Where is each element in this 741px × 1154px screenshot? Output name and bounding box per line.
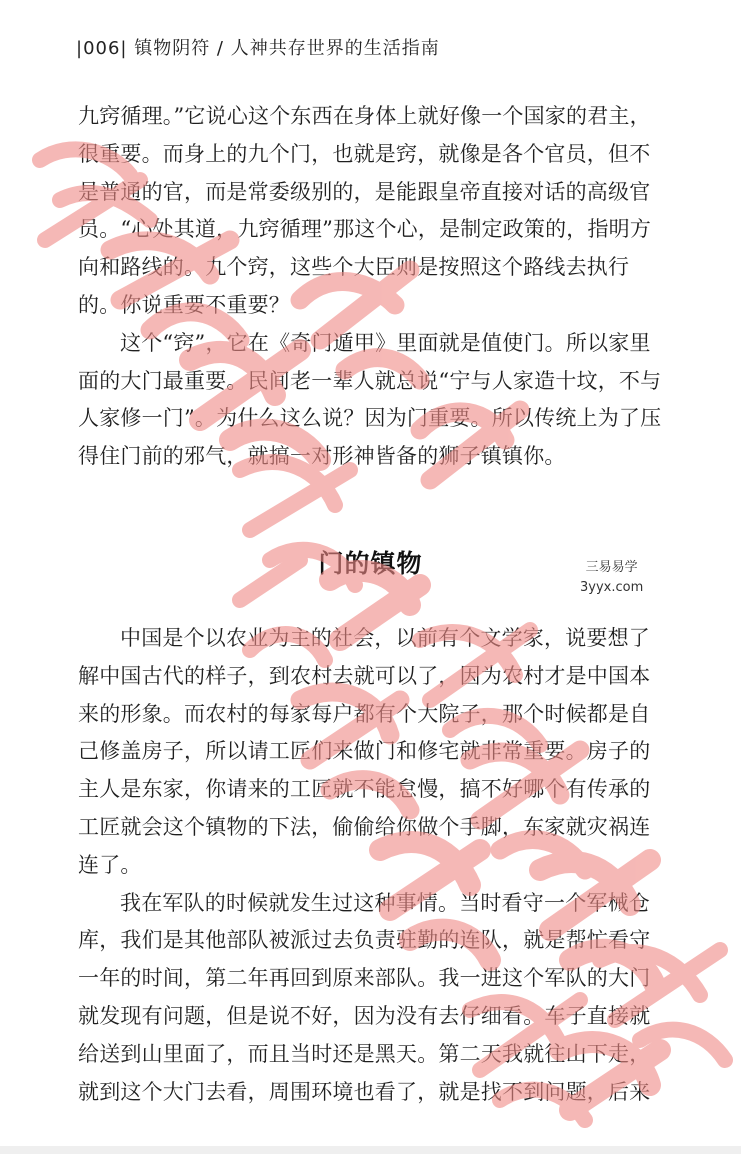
running-head: |006| 镇物阴符 / 人神共存世界的生活指南 xyxy=(76,38,440,59)
bottom-edge-bar xyxy=(0,1146,741,1154)
site-watermark xyxy=(580,558,643,598)
paragraph-continued: 九窍循理。”它说心这个东西在身体上就好像一个国家的君主，很重要。而身上的九个门，也就是窍，就像是各个官员，但不是普通的官，而是常委级别的，是能跟皇帝直接对话的高级官员。“心处其道，九窍循理”那这个心，是制定政策的，指明方向和路线的。九个窍，这些个大臣则是按照这个路线去执行的。你说重要不重要？ xyxy=(78,104,652,317)
text-block-bottom xyxy=(78,620,668,1111)
paragraph: 这个“窍”，它在《奇门遁甲》里面就是值使门。所以家里面的大门最重要。民间老一辈人就总说“宁与人家造十坟，不与人家修一门”。为什么这么说？因为门重要。所以传统上为了压得住门前的邪气，就搞一对形神皆备的狮子镇镇你。 xyxy=(78,330,662,469)
paragraph: 我在军队的时候就发生过这种事情。当时看守一个军械仓库，我们是其他部队被派过去负责驻勤的连队，就是帮忙看守一年的时间，第二年再回到原来部队。我一进这个军队的大门就发现有问题，但是说不好，因为没有去仔细看。车子直接就给送到山里面了，而且当时还是黑天。第二天我就往山下走，就到这个大门去看，周围环境也看了，就是找不到问题，后来 xyxy=(78,890,651,1104)
text-block-top xyxy=(78,98,668,476)
site-watermark-name: 三易易学 xyxy=(585,560,638,575)
site-watermark-url: 3yyx.com xyxy=(580,580,644,595)
paragraph: 中国是个以农业为主的社会，以前有个文学家，说要想了解中国古代的样子，到农村去就可以了，因为农村才是中国本来的形象。而农村的每家每户都有个大院子，那个时候都是自己修盖房子，所以请工匠们来做门和修宅就非常重要。房子的主人是东家，你请来的工匠就不能怠慢，搞不好哪个有传承的工匠就会这个镇物的下法，偷偷给你做个手脚，东家就灾祸连连了。 xyxy=(78,626,651,877)
section-title: 门的镇物 xyxy=(318,549,423,578)
